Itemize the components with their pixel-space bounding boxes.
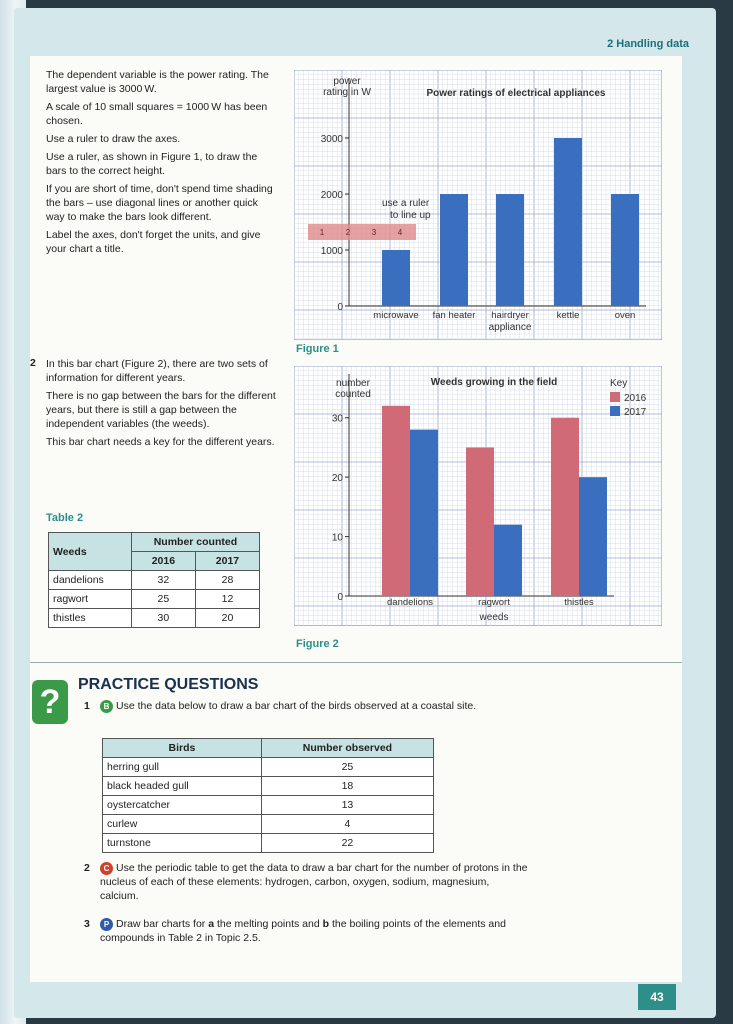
x-tick-label: fan heater xyxy=(432,310,476,321)
level-p-badge: P xyxy=(100,918,113,931)
section2-para: In this bar chart (Figure 2), there are two sets of information for different years. xyxy=(46,358,268,384)
section-header: 2 Handling data xyxy=(607,38,689,50)
x-tick-label: thistles xyxy=(564,597,594,608)
ruler-mark: 3 xyxy=(371,228,377,237)
x-tick-label: ragwort xyxy=(478,597,510,608)
intro-para: Use a ruler to draw the axes. xyxy=(46,133,181,145)
intro-para: If you are short of time, don't spend time shading the bars – use diagonal lines or another quick way to make the bars look different. xyxy=(46,183,273,223)
bar xyxy=(551,418,579,596)
table-cell: turnstone xyxy=(103,834,262,853)
table-cell: 25 xyxy=(261,758,433,777)
figure2-chart xyxy=(294,366,662,626)
q3-body-a: the melting points and xyxy=(214,918,323,930)
q3-body-b: the boiling points of the elements and compounds in Table 2 in Topic 2.5. xyxy=(100,918,506,944)
table-cell: 20 xyxy=(195,609,259,628)
q1-body: Use the data below to draw a bar chart of the birds observed at a coastal site. xyxy=(116,700,477,712)
table-cell: oystercatcher xyxy=(103,796,262,815)
table2 xyxy=(48,532,260,628)
birds-header: Birds xyxy=(103,739,262,758)
q1-number: 1 xyxy=(84,700,90,712)
intro-para: The dependent variable is the power rating. The largest value is 3000 W. xyxy=(46,69,269,95)
table-row xyxy=(49,609,260,628)
q2-body: Use the periodic table to get the data to draw a bar chart for the number of protons in the nucleus of each of these elements: hydrogen, carbon, oxygen, sodium, magnesium, calcium. xyxy=(100,862,528,902)
figure1-chart xyxy=(294,70,662,340)
table-cell: herring gull xyxy=(103,758,262,777)
q3-body-prefix: Draw bar charts for xyxy=(116,918,209,930)
ruler-note: use a ruler xyxy=(382,198,430,209)
table-cell: 18 xyxy=(261,777,433,796)
y-axis-label: number xyxy=(336,378,370,389)
table2-header-count: Number counted xyxy=(131,533,259,552)
section2-para: This bar chart needs a key for the different years. xyxy=(46,436,275,448)
y-tick-label: 0 xyxy=(337,302,343,313)
q1-text xyxy=(100,699,540,713)
ruler-mark: 4 xyxy=(397,228,403,237)
legend-swatch xyxy=(610,392,620,402)
bar xyxy=(410,430,438,596)
bar xyxy=(554,138,582,306)
bar xyxy=(496,194,524,306)
ruler-mark: 2 xyxy=(345,228,351,237)
table-cell: 25 xyxy=(131,590,195,609)
practice-title: PRACTICE QUESTIONS xyxy=(78,676,259,693)
x-tick-label: oven xyxy=(614,310,636,321)
y-tick-label: 30 xyxy=(331,413,343,425)
question-mark-icon: ? xyxy=(32,680,68,724)
y-tick-label: 0 xyxy=(337,592,343,603)
ruler-note: to line up xyxy=(390,210,431,221)
legend-title: Key xyxy=(610,378,628,389)
y-tick-label: 1000 xyxy=(320,246,343,257)
section2-text xyxy=(46,357,278,453)
table-row xyxy=(103,758,434,777)
page-number: 43 xyxy=(638,984,676,1010)
q3-part-b: b xyxy=(322,918,330,930)
x-tick-label: dandelions xyxy=(387,597,433,608)
chart-title: Power ratings of electrical appliances xyxy=(426,88,606,99)
table-cell: 22 xyxy=(261,834,433,853)
table-cell: dandelions xyxy=(49,571,132,590)
legend-label: 2016 xyxy=(624,393,647,404)
intro-para: Label the axes, don't forget the units, and give your chart a title. xyxy=(46,229,261,255)
bar xyxy=(440,194,468,306)
table-row xyxy=(49,571,260,590)
table2-year: 2016 xyxy=(131,552,195,571)
q3-number: 3 xyxy=(84,918,90,930)
table-row xyxy=(103,796,434,815)
x-tick-label: kettle xyxy=(556,310,580,321)
bar xyxy=(611,194,639,306)
bar xyxy=(466,447,494,596)
table-row xyxy=(103,777,434,796)
table-cell: ragwort xyxy=(49,590,132,609)
chart-title: Weeds growing in the field xyxy=(430,377,558,388)
ruler-mark: 1 xyxy=(319,228,325,237)
table-row xyxy=(49,590,260,609)
bar xyxy=(494,525,522,596)
y-tick-label: 20 xyxy=(331,473,343,485)
q3-part-a: a xyxy=(208,918,215,930)
level-b-badge: B xyxy=(100,700,113,713)
x-tick-label: microwave xyxy=(373,310,419,321)
legend-swatch xyxy=(610,406,620,416)
table-cell: curlew xyxy=(103,815,262,834)
intro-text xyxy=(46,68,278,260)
table2-year: 2017 xyxy=(195,552,259,571)
level-c-badge: C xyxy=(100,862,113,875)
y-axis-label: power xyxy=(333,76,361,87)
section2-para: There is no gap between the bars for the different years, but there is still a gap between the independent variables (the weeds). xyxy=(46,390,276,430)
table-cell: black headed gull xyxy=(103,777,262,796)
table-cell: 4 xyxy=(261,815,433,834)
table-row xyxy=(103,834,434,853)
q2-number: 2 xyxy=(84,862,90,874)
birds-header: Number observed xyxy=(261,739,433,758)
y-tick-label: 2000 xyxy=(320,190,343,201)
table2-header-weeds: Weeds xyxy=(49,533,132,571)
table-cell: 12 xyxy=(195,590,259,609)
y-tick-label: 10 xyxy=(331,532,343,544)
figure1-caption: Figure 1 xyxy=(296,343,339,355)
y-tick-label: 3000 xyxy=(320,134,343,145)
x-axis-label: weeds xyxy=(479,612,509,623)
y-axis-label: counted xyxy=(335,389,371,400)
birds-table xyxy=(102,738,434,853)
bar xyxy=(579,477,607,596)
table-row xyxy=(103,815,434,834)
bar xyxy=(382,250,410,306)
table-cell: 28 xyxy=(195,571,259,590)
q2-text xyxy=(100,861,530,903)
divider xyxy=(30,662,682,663)
q3-text xyxy=(100,917,530,945)
table-cell: 30 xyxy=(131,609,195,628)
table-cell: 13 xyxy=(261,796,433,815)
x-axis-label: appliance xyxy=(488,322,532,333)
figure2-caption: Figure 2 xyxy=(296,638,339,650)
table-cell: thistles xyxy=(49,609,132,628)
table-cell: 32 xyxy=(131,571,195,590)
legend-label: 2017 xyxy=(624,407,647,418)
bar xyxy=(382,406,410,596)
section2-number: 2 xyxy=(30,357,36,369)
table2-caption: Table 2 xyxy=(46,512,84,524)
x-tick-label: hairdryer xyxy=(491,310,529,321)
intro-para: Use a ruler, as shown in Figure 1, to draw the bars to the correct height. xyxy=(46,151,258,177)
intro-para: A scale of 10 small squares = 1000 W has been chosen. xyxy=(46,101,268,127)
y-axis-label: rating in W xyxy=(323,87,371,98)
